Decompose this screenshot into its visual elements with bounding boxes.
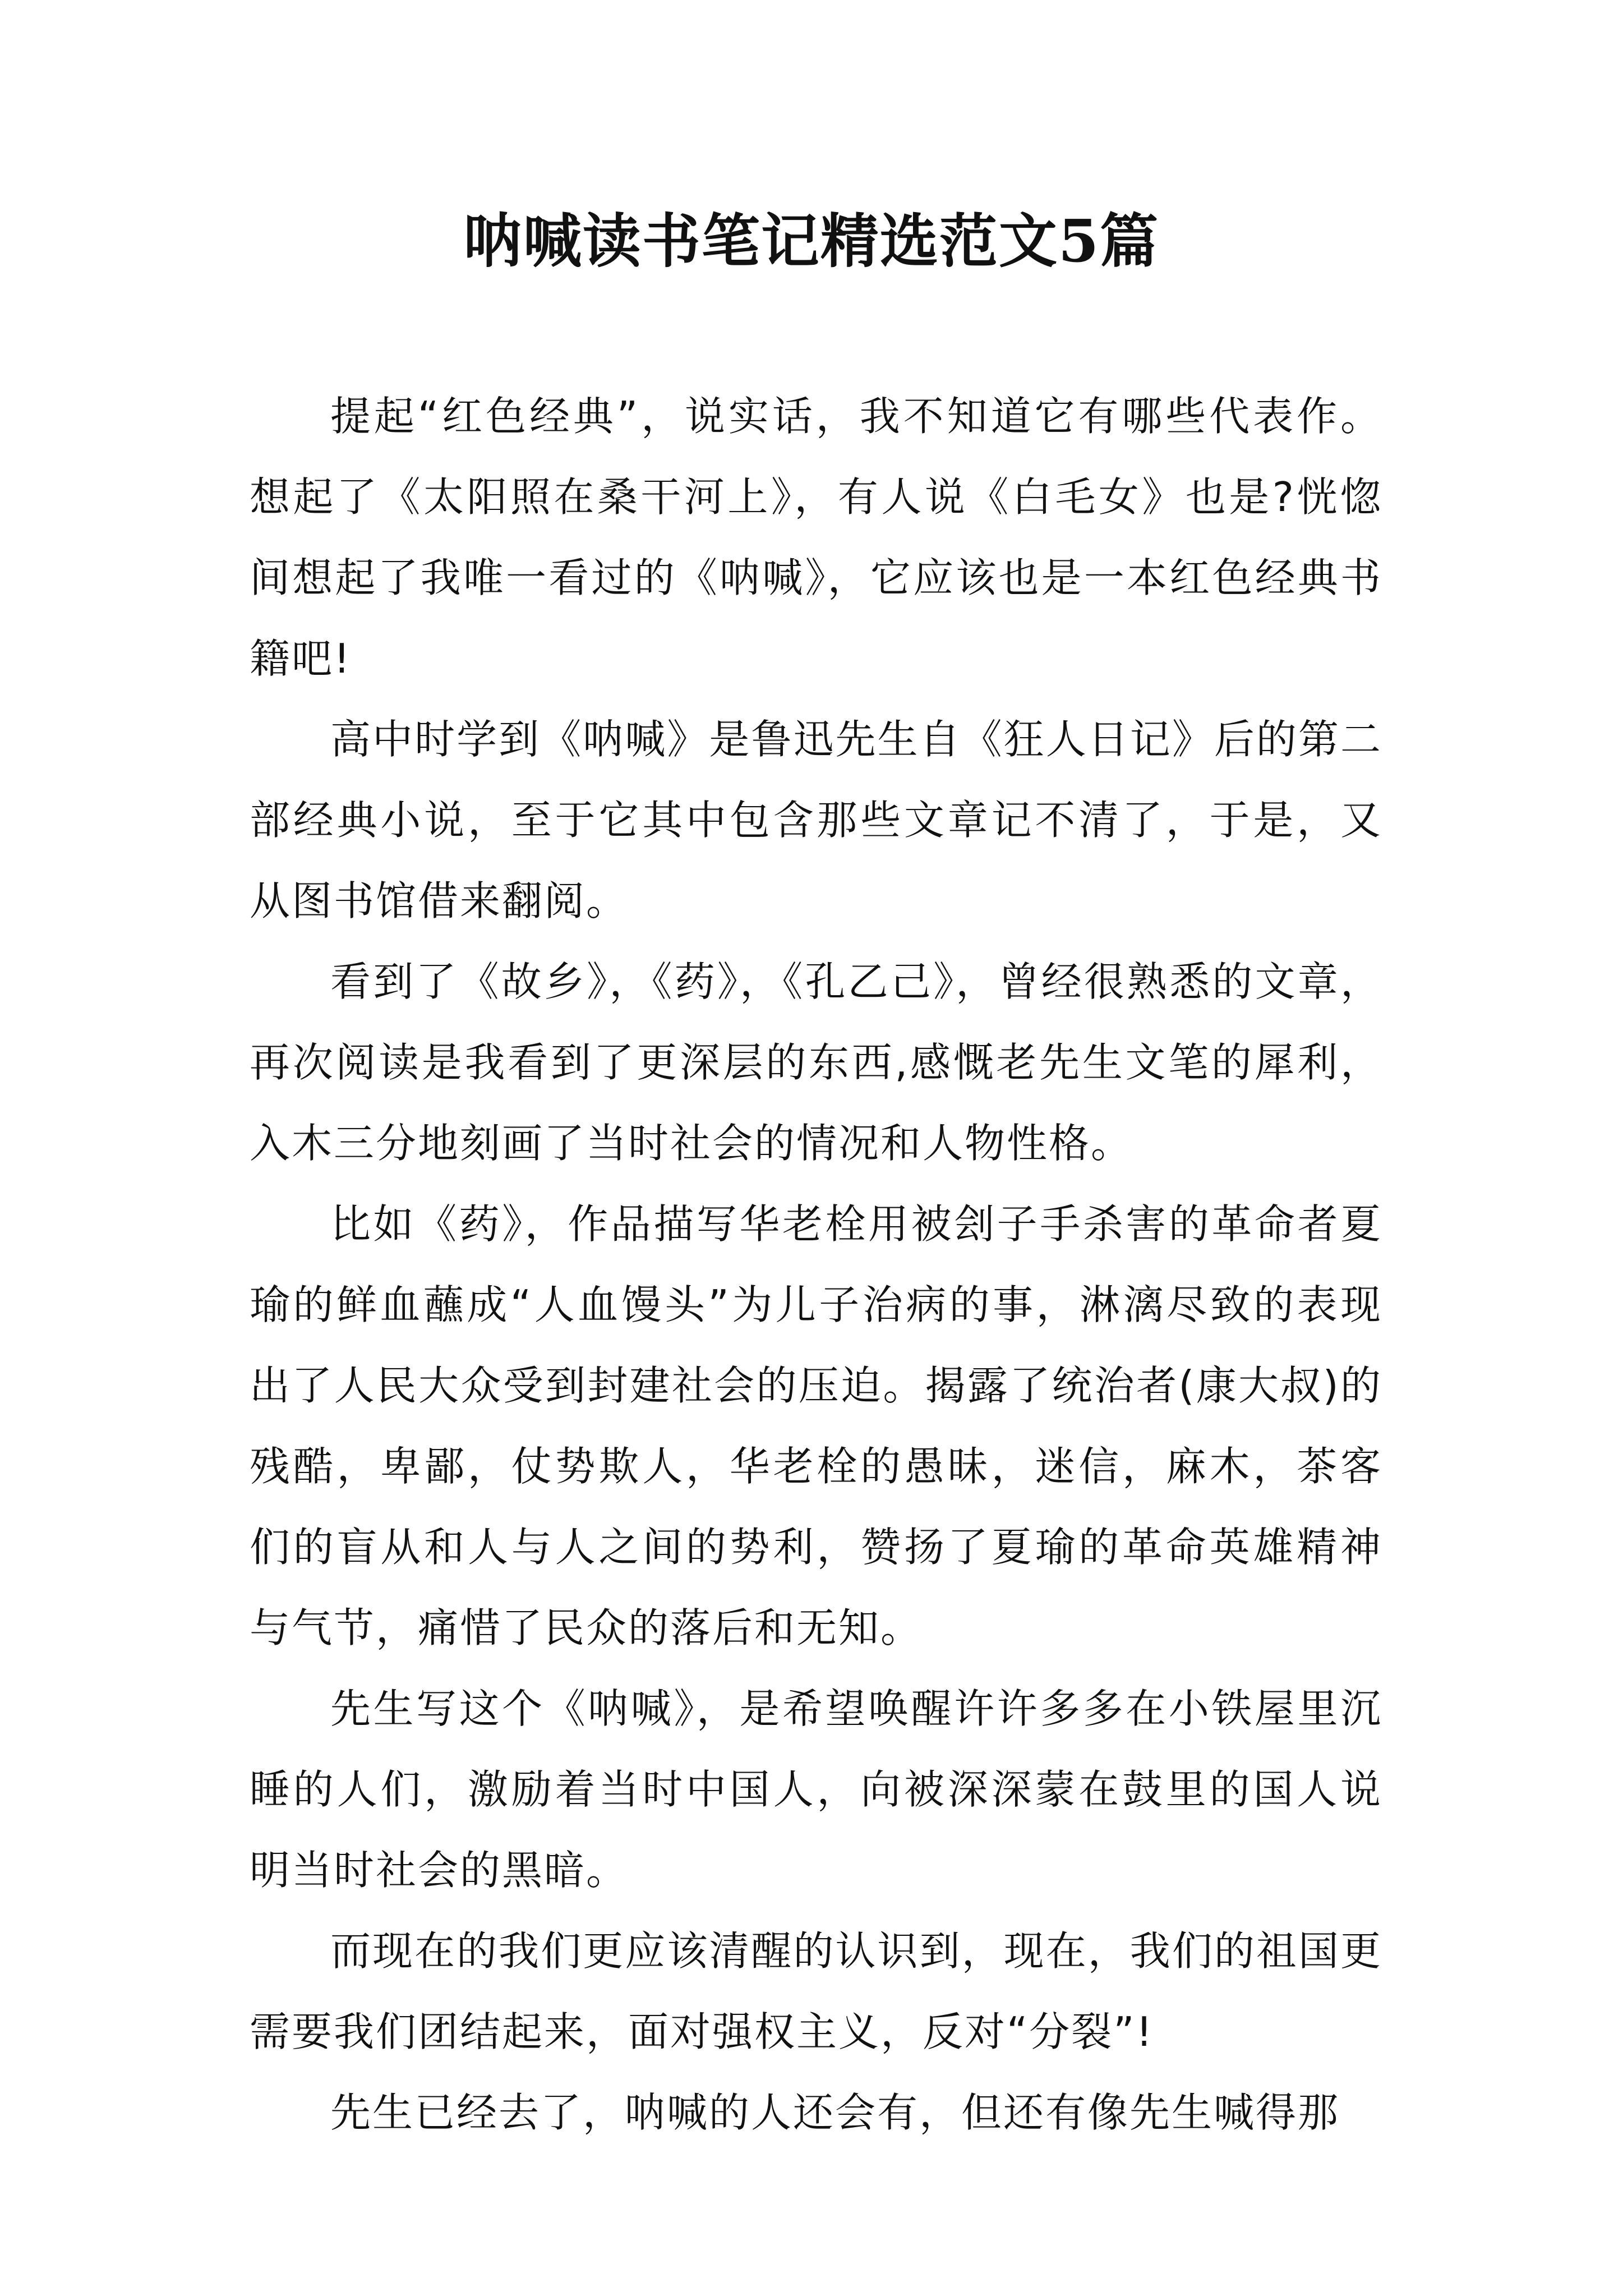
document-body: [250, 376, 1382, 2153]
paragraph: 先生已经去了，呐喊的人还会有，但还有像先生喊得那: [330, 2089, 1340, 2136]
paragraph: 而现在的我们更应该清醒的认识到，现在，我们的祖国更需要我们团结起来，面对强权主义，反对“分裂”!: [250, 1927, 1382, 2055]
paragraph: 提起“红色经典”，说实话，我不知道它有哪些代表作。想起了《太阳照在桑干河上》，有人说《白毛女》也是?恍惚间想起了我唯一看过的《呐喊》，它应该也是一本红色经典书籍吧!: [250, 393, 1382, 682]
paragraph: 高中时学到《呐喊》是鲁迅先生自《狂人日记》后的第二部经典小说，至于它其中包含那些文章记不清了，于是，又从图书馆借来翻阅。: [250, 716, 1382, 924]
paragraph: 比如《药》，作品描写华老栓用被刽子手杀害的革命者夏瑜的鲜血蘸成“人血馒头”为儿子治病的事，淋漓尽致的表现出了人民大众受到封建社会的压迫。揭露了统治者(康大叔)的残酷，卑鄙，仗势欺人，华老栓的愚昧，迷信，麻木，茶客们的盲从和人与人之间的势利，赞扬了夏瑜的革命英雄精神与气节，痛惜了民众的落后和无知。: [250, 1200, 1382, 1651]
paragraph: 先生写这个《呐喊》，是希望唤醒许许多多在小铁屋里沉睡的人们，激励着当时中国人，向被深深蒙在鼓里的国人说明当时社会的黑暗。: [250, 1685, 1382, 1894]
document-title: 呐喊读书笔记精选范文5篇: [463, 206, 1160, 275]
paragraph: 看到了《故乡》，《药》，《孔乙己》，曾经很熟悉的文章，再次阅读是我看到了更深层的东西,感慨老先生文笔的犀利，入木三分地刻画了当时社会的情况和人物性格。: [250, 958, 1382, 1167]
